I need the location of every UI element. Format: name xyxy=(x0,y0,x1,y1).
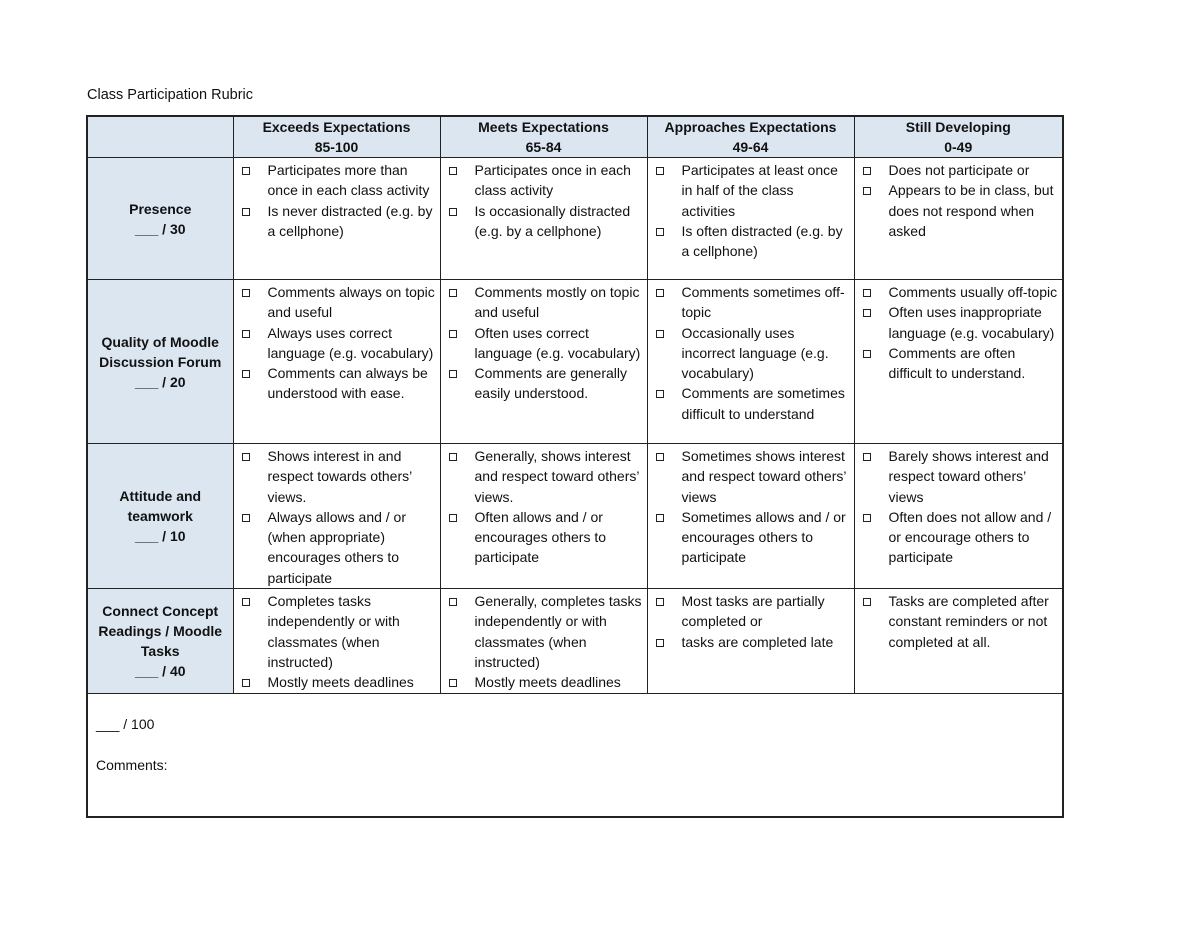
list-item xyxy=(242,363,436,404)
item-text: Generally, completes tasks independently or with classmates (when instructed) xyxy=(474,593,642,670)
checkbox-bullet-icon xyxy=(863,187,871,195)
list-item xyxy=(656,323,850,384)
checkbox-bullet-icon xyxy=(863,289,871,297)
checkbox-bullet-icon xyxy=(242,598,250,606)
item-text: Often uses correct language (e.g. vocabulary) xyxy=(474,324,641,361)
list-item xyxy=(449,446,643,507)
level-range: 65-84 xyxy=(525,139,562,155)
checkbox-bullet-icon xyxy=(449,167,457,175)
checkbox-bullet-icon xyxy=(863,598,871,606)
checkbox-bullet-icon xyxy=(656,598,664,606)
checkbox-bullet-icon xyxy=(656,390,664,398)
criterion-cell xyxy=(87,280,233,444)
criterion-cell xyxy=(87,444,233,589)
item-text: Comments are generally easily understood. xyxy=(474,365,628,402)
rubric-cell xyxy=(854,158,1063,280)
list-item xyxy=(656,221,850,262)
rubric-cell xyxy=(854,280,1063,444)
checkbox-bullet-icon xyxy=(449,598,457,606)
rubric-cell xyxy=(440,280,647,444)
list-item xyxy=(449,672,643,692)
list-item xyxy=(863,446,1059,507)
list-item xyxy=(242,323,436,364)
list-item xyxy=(863,180,1059,241)
item-text: Participates once in each class activity xyxy=(474,162,631,199)
item-text: tasks are completed late xyxy=(681,633,834,650)
rubric-cell xyxy=(233,158,440,280)
level-name: Approaches Expectations xyxy=(664,119,837,135)
rubric-cell xyxy=(440,444,647,589)
criterion-cell xyxy=(87,589,233,693)
item-text: Barely shows interest and respect toward others’ views xyxy=(888,448,1049,505)
criterion-score: ___ / 40 xyxy=(134,662,186,679)
level-range: 85-100 xyxy=(314,139,359,155)
rubric-cell xyxy=(647,589,854,693)
list-item xyxy=(656,632,850,652)
item-text: Sometimes allows and / or encourages others to participate xyxy=(681,508,846,566)
item-text: Is never distracted (e.g. by a cellphone) xyxy=(267,202,433,239)
checkbox-bullet-icon xyxy=(656,330,664,338)
checkbox-bullet-icon xyxy=(242,167,250,175)
item-text: Mostly meets deadlines xyxy=(474,674,621,691)
checkbox-bullet-icon xyxy=(242,289,250,297)
list-item xyxy=(449,591,643,672)
rubric-cell xyxy=(647,444,854,589)
checkbox-bullet-icon xyxy=(242,208,250,216)
checkbox-bullet-icon xyxy=(242,370,250,378)
item-text: Often does not allow and / or encourage others to participate xyxy=(888,508,1052,566)
list-item xyxy=(863,302,1059,343)
checkbox-bullet-icon xyxy=(656,514,664,522)
item-text: Comments can always be understood with ease. xyxy=(267,365,428,402)
criterion-row-forum xyxy=(87,280,1063,444)
list-item xyxy=(656,383,850,424)
item-text: Participates at least once in half of the class activities xyxy=(681,162,838,219)
criterion-row-attitude xyxy=(87,444,1063,589)
criterion-name: Attitude and teamwork xyxy=(119,488,202,525)
item-text: Sometimes shows interest and respect toward others’ views xyxy=(681,448,846,505)
item-text: Is occasionally distracted (e.g. by a cellphone) xyxy=(474,202,631,239)
checkbox-bullet-icon xyxy=(656,167,664,175)
checkbox-bullet-icon xyxy=(242,514,250,522)
item-text: Does not participate or xyxy=(888,162,1030,178)
checkbox-bullet-icon xyxy=(863,514,871,522)
item-text: Comments mostly on topic and useful xyxy=(474,284,640,321)
criterion-score: ___ / 20 xyxy=(134,373,186,390)
item-text: Comments sometimes off-topic xyxy=(681,284,845,321)
list-item xyxy=(656,591,850,632)
criterion-cell xyxy=(87,158,233,280)
checkbox-bullet-icon xyxy=(863,167,871,175)
checkbox-bullet-icon xyxy=(863,350,871,358)
list-item xyxy=(242,446,436,507)
list-item xyxy=(449,507,643,568)
rubric-cell xyxy=(647,158,854,280)
rubric-cell xyxy=(854,589,1063,693)
list-item xyxy=(656,507,850,568)
rubric-cell xyxy=(440,589,647,693)
item-text: Mostly meets deadlines xyxy=(267,674,414,691)
checkbox-bullet-icon xyxy=(449,679,457,687)
footer-row xyxy=(87,693,1063,817)
item-text: Always allows and / or (when appropriate) encourages others to participate xyxy=(267,508,407,586)
rubric-cell xyxy=(647,280,854,444)
rubric-table xyxy=(86,115,1064,818)
list-item xyxy=(656,446,850,507)
rubric-cell xyxy=(233,280,440,444)
item-text: Is often distracted (e.g. by a cellphone) xyxy=(681,222,843,260)
comments-label: Comments: xyxy=(96,756,168,773)
item-text: Comments always on topic and useful xyxy=(267,284,435,321)
checkbox-bullet-icon xyxy=(656,228,664,236)
item-text: Completes tasks independently or with classmates (when instructed) xyxy=(267,593,400,670)
criterion-name: Quality of Moodle Discussion Forum xyxy=(99,333,222,370)
checkbox-bullet-icon xyxy=(449,514,457,522)
level-range: 0-49 xyxy=(944,139,973,155)
list-item xyxy=(449,282,643,323)
list-item xyxy=(449,323,643,364)
list-item xyxy=(242,282,436,323)
list-item xyxy=(242,591,436,672)
rubric-cell xyxy=(440,158,647,280)
list-item xyxy=(863,282,1059,302)
checkbox-bullet-icon xyxy=(449,453,457,461)
list-item xyxy=(242,507,436,588)
header-corner-cell xyxy=(87,116,233,158)
checkbox-bullet-icon xyxy=(656,453,664,461)
checkbox-bullet-icon xyxy=(242,679,250,687)
list-item xyxy=(449,160,643,201)
checkbox-bullet-icon xyxy=(656,289,664,297)
item-text: Comments are sometimes difficult to understand xyxy=(681,385,845,422)
header-row xyxy=(87,116,1063,158)
criterion-score: ___ / 10 xyxy=(134,528,186,545)
item-text: Often allows and / or encourages others to participate xyxy=(474,508,607,566)
list-item xyxy=(863,160,1059,180)
footer-cell xyxy=(87,693,1063,817)
criterion-score: ___ / 30 xyxy=(134,220,186,237)
level-header xyxy=(647,116,854,158)
level-name: Exceeds Expectations xyxy=(262,119,411,135)
list-item xyxy=(863,343,1059,384)
checkbox-bullet-icon xyxy=(449,208,457,216)
total-score: ___ / 100 xyxy=(96,715,155,732)
checkbox-bullet-icon xyxy=(449,370,457,378)
item-text: Occasionally uses incorrect language (e.g. vocabulary) xyxy=(681,324,829,382)
item-text: Appears to be in class, but does not respond when asked xyxy=(888,182,1054,239)
checkbox-bullet-icon xyxy=(449,330,457,338)
list-item xyxy=(863,507,1059,568)
criterion-row-presence xyxy=(87,158,1063,280)
criterion-name: Presence xyxy=(129,200,192,217)
item-text: Shows interest in and respect towards others’ views. xyxy=(267,448,412,505)
item-text: Participates more than once in each class activity xyxy=(267,162,430,199)
criterion-row-tasks xyxy=(87,589,1063,693)
checkbox-bullet-icon xyxy=(863,453,871,461)
checkbox-bullet-icon xyxy=(242,453,250,461)
list-item xyxy=(242,201,436,242)
item-text: Comments are often difficult to understand. xyxy=(888,344,1026,382)
list-item xyxy=(242,160,436,201)
rubric-cell xyxy=(854,444,1063,589)
document-title: Class Participation Rubric xyxy=(87,87,254,103)
list-item xyxy=(656,160,850,221)
item-text: Generally, shows interest and respect toward others’ views. xyxy=(474,448,639,505)
list-item xyxy=(449,201,643,242)
list-item xyxy=(242,672,436,692)
item-text: Tasks are completed after constant reminders or not completed at all. xyxy=(888,593,1049,650)
level-header xyxy=(440,116,647,158)
level-header xyxy=(854,116,1063,158)
item-text: Always uses correct language (e.g. vocabulary) xyxy=(267,324,434,361)
checkbox-bullet-icon xyxy=(449,289,457,297)
checkbox-bullet-icon xyxy=(242,330,250,338)
rubric-cell xyxy=(233,444,440,589)
list-item xyxy=(449,363,643,404)
level-range: 49-64 xyxy=(732,139,769,155)
level-name: Still Developing xyxy=(905,119,1011,135)
criterion-name: Connect Concept Readings / Moodle Tasks xyxy=(98,602,223,659)
item-text: Often uses inappropriate language (e.g. vocabulary) xyxy=(888,304,1055,341)
level-name: Meets Expectations xyxy=(478,119,609,135)
list-item xyxy=(656,282,850,323)
level-header xyxy=(233,116,440,158)
checkbox-bullet-icon xyxy=(863,309,871,317)
item-text: Comments usually off-topic xyxy=(888,284,1058,300)
item-text: Most tasks are partially completed or xyxy=(681,593,825,630)
checkbox-bullet-icon xyxy=(656,639,664,647)
list-item xyxy=(863,591,1059,652)
rubric-cell xyxy=(233,589,440,693)
